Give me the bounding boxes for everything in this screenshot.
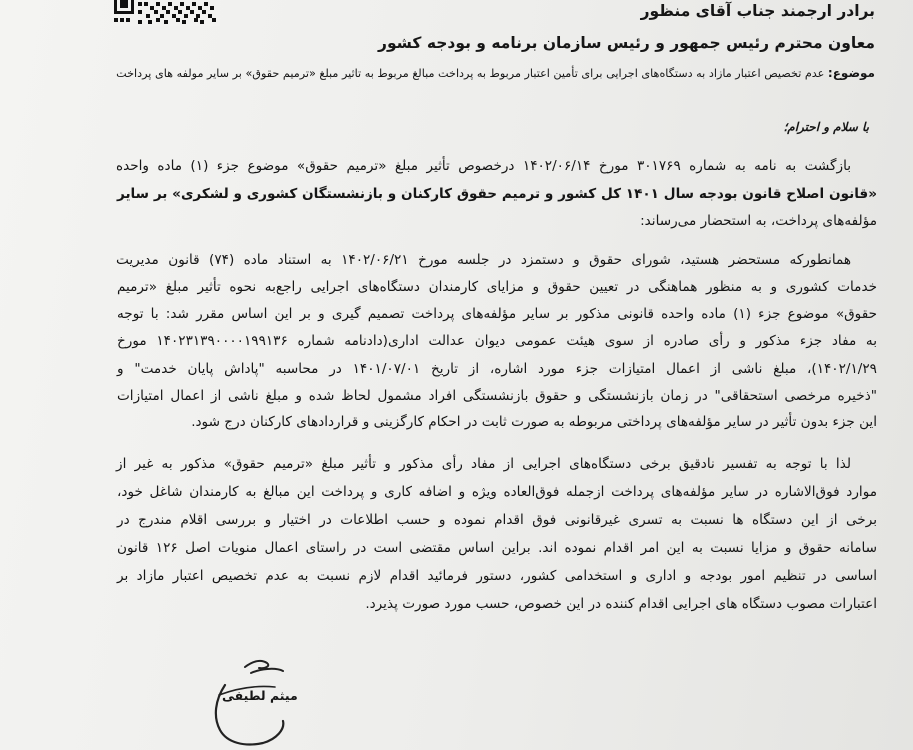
paragraph-2-line-4: به مفاد جزء مذکور و رأی صادره از سوی هیئت عمومی دیوان عدالت اداری(دادنامه شماره ۱۴۰۲۳۱۳۹۰۰۰۰۱۹۹۱۳۶ مورخ bbox=[117, 333, 878, 349]
paragraph-3-line-3: برخی از این دستگاه ها نسبت به تسری غیرقانونی فوق اقدام نموده و حسب اطلاعات در اختیار و بررسی اقلام مندرج در bbox=[117, 512, 877, 528]
paragraph-2-line-5: ۱۴۰۲/۱/۲۹)، مبلغ ناشی از اعمال امتیازات جزء مورد اشاره، از تاریخ ۱۴۰۱/۰۷/۰۱ در محاسبه "پاداش پایان خدمت" و bbox=[117, 361, 877, 377]
paragraph-2-line-3: حقوق» موضوع جزء (۱) ماده واحده قانونی مذکور بر سایر مؤلفه‌های پرداخت تصمیم گیری و بر این اساس مقرر شد: با توجه bbox=[117, 306, 877, 322]
paragraph-1-line-1: بازگشت به نامه به شماره ۳۰۱۷۶۹ مورخ ۱۴۰۲/۰۶/۱۴ درخصوص تأثیر مبلغ «ترمیم حقوق» موضوع جزء (۱) ماده واحده bbox=[116, 158, 852, 174]
greeting: با سلام و احترام؛ bbox=[783, 120, 869, 134]
paragraph-3-line-5: اساسی در تنظیم امور بودجه و اداری و استخدامی کشور، دستور فرمائید اقدام لازم نسبت به عدم تخصیص اعتبار مازاد بر bbox=[117, 568, 877, 584]
paragraph-2-line-2: خدمات کشوری و به منظور هماهنگی در تعیین حقوق و مزایای کارمندان دستگاه‌های اجرایی راجع‌به نحوه تأثیر مبلغ «ترمیم bbox=[117, 279, 877, 295]
paragraph-3-line-1: لذا با توجه به تفسیر نادقیق برخی دستگاه‌های اجرایی از مفاد رأی مذکور و تأثیر مبلغ «ترمیم حقوق» مذکور به غیر از bbox=[116, 456, 851, 472]
paragraph-1-line-3: مؤلفه‌های پرداخت، به استحضار می‌رساند: bbox=[640, 213, 877, 229]
subject-label: موضوع: bbox=[827, 66, 875, 80]
paragraph-2-line-1: همانطورکه مستحضر هستید، شورای حقوق و دستمزد در جلسه مورخ ۱۴۰۲/۰۶/۲۱ به استناد ماده (۷۴) قانون مدیریت bbox=[116, 252, 851, 268]
subject-line bbox=[116, 66, 875, 80]
paragraph-3-line-2: موارد فوق‌الاشاره در سایر مؤلفه‌های پرداخت ازجمله فوق‌العاده ویژه و اضافه کاری و پرداخت این مبالغ به کارمندان شاغل خود، bbox=[117, 484, 877, 500]
signer-name: میثم لطیفی bbox=[222, 688, 298, 703]
paragraph-2-line-7: این جزء بدون تأثیر در سایر مؤلفه‌های پرداختی مربوطه به صورت ثابت در احکام کارگزینی و قراردادهای کارکنان درج شود. bbox=[191, 414, 877, 430]
paragraph-3-line-4: سامانه حقوق و مزایا نسبت به این امر اقدام نموده اند. براین اساس مقتضی است در راستای اعمال منویات اصل ۱۲۶ قانون bbox=[117, 540, 878, 556]
paragraph-2-line-6: "ذخیره مرخصی استحقاقی" در زمان بازنشستگی و حقوق بازنشستگی افراد مشمول لحاظ شده و مبلغ ناشی از اعمال امتیازات bbox=[117, 388, 877, 404]
paragraph-3-line-6: اعتبارات مصوب دستگاه های اجرایی اقدام کننده در این خصوص، حسب مورد صورت پذیرد. bbox=[365, 596, 877, 612]
recipient-line-1: برادر ارجمند جناب آقای منظور bbox=[640, 2, 875, 20]
subject-text: عدم تخصیص اعتبار مازاد به دستگاه‌های اجرایی برای تأمین اعتبار مربوط به پرداخت مبالغ مربوط به تاثیر مبلغ «ترمیم حقوق» بر سایر مولفه های پرداخت bbox=[116, 67, 825, 80]
qr-code bbox=[112, 0, 220, 26]
recipient-line-2: معاون محترم رئیس جمهور و رئیس سازمان برنامه و بودجه کشور bbox=[378, 34, 875, 52]
paragraph-1-line-2: «قانون اصلاح قانون بودجه سال ۱۴۰۱ کل کشور و ترمیم حقوق کارکنان و بازنشستگان کشوری و لشکری» بر سایر bbox=[117, 186, 877, 202]
